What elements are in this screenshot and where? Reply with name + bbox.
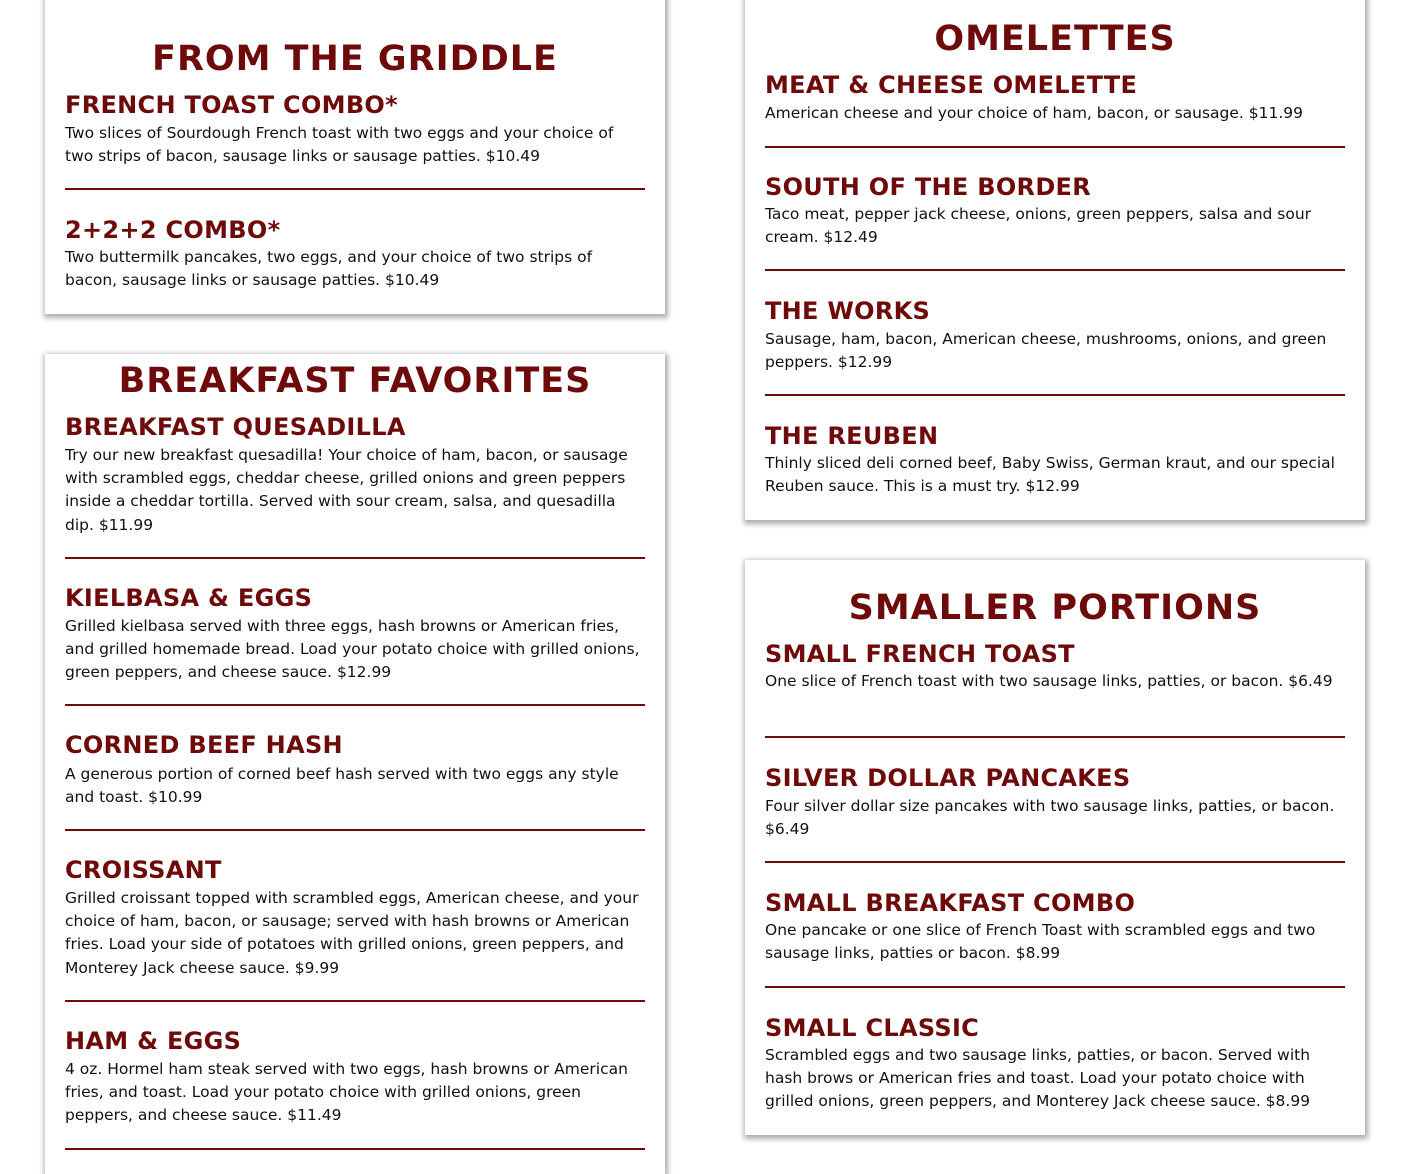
item-description: One slice of French toast with two sausage links, patties, or bacon. $6.49 — [765, 672, 1333, 690]
item-name: 2+2+2 COMBO* — [65, 216, 281, 244]
item-divider — [65, 557, 645, 559]
item-divider — [765, 986, 1345, 988]
item-name: HAM & EGGS — [65, 1027, 242, 1055]
menu-card-from-the-griddle — [45, 0, 665, 314]
item-description: Four silver dollar size pancakes with two sausage links, patties, or bacon. $6.49 — [765, 797, 1335, 839]
item-name: KIELBASA & EGGS — [65, 584, 313, 612]
item-description: 4 oz. Hormel ham steak served with two eggs, hash browns or American fries, and toast. Load your potato choice with grilled onions, green peppers, and cheese sauce. $11.49 — [65, 1060, 628, 1125]
menu-card-omelettes — [745, 0, 1365, 520]
item-divider — [65, 829, 645, 831]
item-name: SMALL FRENCH TOAST — [765, 640, 1075, 668]
item-name: FRENCH TOAST COMBO* — [65, 91, 398, 119]
item-name: THE WORKS — [765, 297, 931, 325]
item-divider — [65, 1000, 645, 1002]
item-divider — [765, 269, 1345, 271]
item-divider — [765, 394, 1345, 396]
section-title: OMELETTES — [934, 19, 1176, 59]
item-description: Try our new breakfast quesadilla! Your choice of ham, bacon, or sausage with scrambled eggs, cheddar cheese, grilled onions and green peppers inside a cheddar tortilla. Served with sour cream, salsa, and quesadilla dip. $11.99 — [65, 446, 628, 534]
item-description: Scrambled eggs and two sausage links, patties, or bacon. Served with hash brows or American fries and toast. Load your potato choice with grilled onions, green peppers, and Monterey Jack cheese sauce. $8.99 — [765, 1046, 1311, 1111]
section-title: SMALLER PORTIONS — [848, 588, 1262, 628]
item-name: SMALL CLASSIC — [765, 1014, 980, 1042]
item-divider — [765, 146, 1345, 148]
item-description: Grilled croissant topped with scrambled eggs, American cheese, and your choice of ham, bacon, or sausage; served with hash browns or American fries. Load your side of potatoes with grilled onions, green peppers, and Monterey Jack cheese sauce. $9.99 — [65, 889, 639, 977]
item-description: One pancake or one slice of French Toast with scrambled eggs and two sausage links, patties or bacon. $8.99 — [765, 921, 1316, 963]
item-description: A generous portion of corned beef hash served with two eggs any style and toast. $10.99 — [65, 765, 619, 807]
item-description: American cheese and your choice of ham, bacon, or sausage. $11.99 — [765, 104, 1304, 122]
item-description: Taco meat, pepper jack cheese, onions, green peppers, salsa and sour cream. $12.49 — [765, 205, 1312, 247]
section-title: FROM THE GRIDDLE — [152, 39, 558, 79]
item-name: MEAT & CHEESE OMELETTE — [765, 71, 1138, 99]
item-description: Grilled kielbasa served with three eggs, hash browns or American fries, and grilled homemade bread. Load your potato choice with grilled onions, green peppers, and cheese sauce. $12.99 — [65, 617, 640, 682]
item-name: BREAKFAST QUESADILLA — [65, 413, 406, 441]
item-divider — [765, 861, 1345, 863]
menu-card-breakfast-favorites — [45, 354, 665, 1174]
item-name: SOUTH OF THE BORDER — [765, 173, 1092, 201]
item-name: SMALL BREAKFAST COMBO — [765, 889, 1136, 917]
item-name: CORNED BEEF HASH — [65, 731, 343, 759]
item-description: Two slices of Sourdough French toast with two eggs and your choice of two strips of bacon, sausage links or sausage patties. $10.49 — [65, 124, 614, 166]
item-description: Thinly sliced deli corned beef, Baby Swiss, German kraut, and our special Reuben sauce. This is a must try. $12.99 — [765, 454, 1335, 496]
section-title: BREAKFAST FAVORITES — [118, 361, 592, 401]
item-description: Sausage, ham, bacon, American cheese, mushrooms, onions, and green peppers. $12.99 — [765, 330, 1327, 372]
item-divider — [765, 736, 1345, 738]
item-divider — [65, 188, 645, 190]
item-name: SILVER DOLLAR PANCAKES — [765, 764, 1131, 792]
item-divider — [65, 704, 645, 706]
item-description: Two buttermilk pancakes, two eggs, and your choice of two strips of bacon, sausage links or sausage patties. $10.49 — [65, 248, 593, 290]
item-divider — [65, 1148, 645, 1150]
menu-card-smaller-portions — [745, 560, 1365, 1135]
item-name: CROISSANT — [65, 856, 222, 884]
item-name: THE REUBEN — [765, 422, 939, 450]
